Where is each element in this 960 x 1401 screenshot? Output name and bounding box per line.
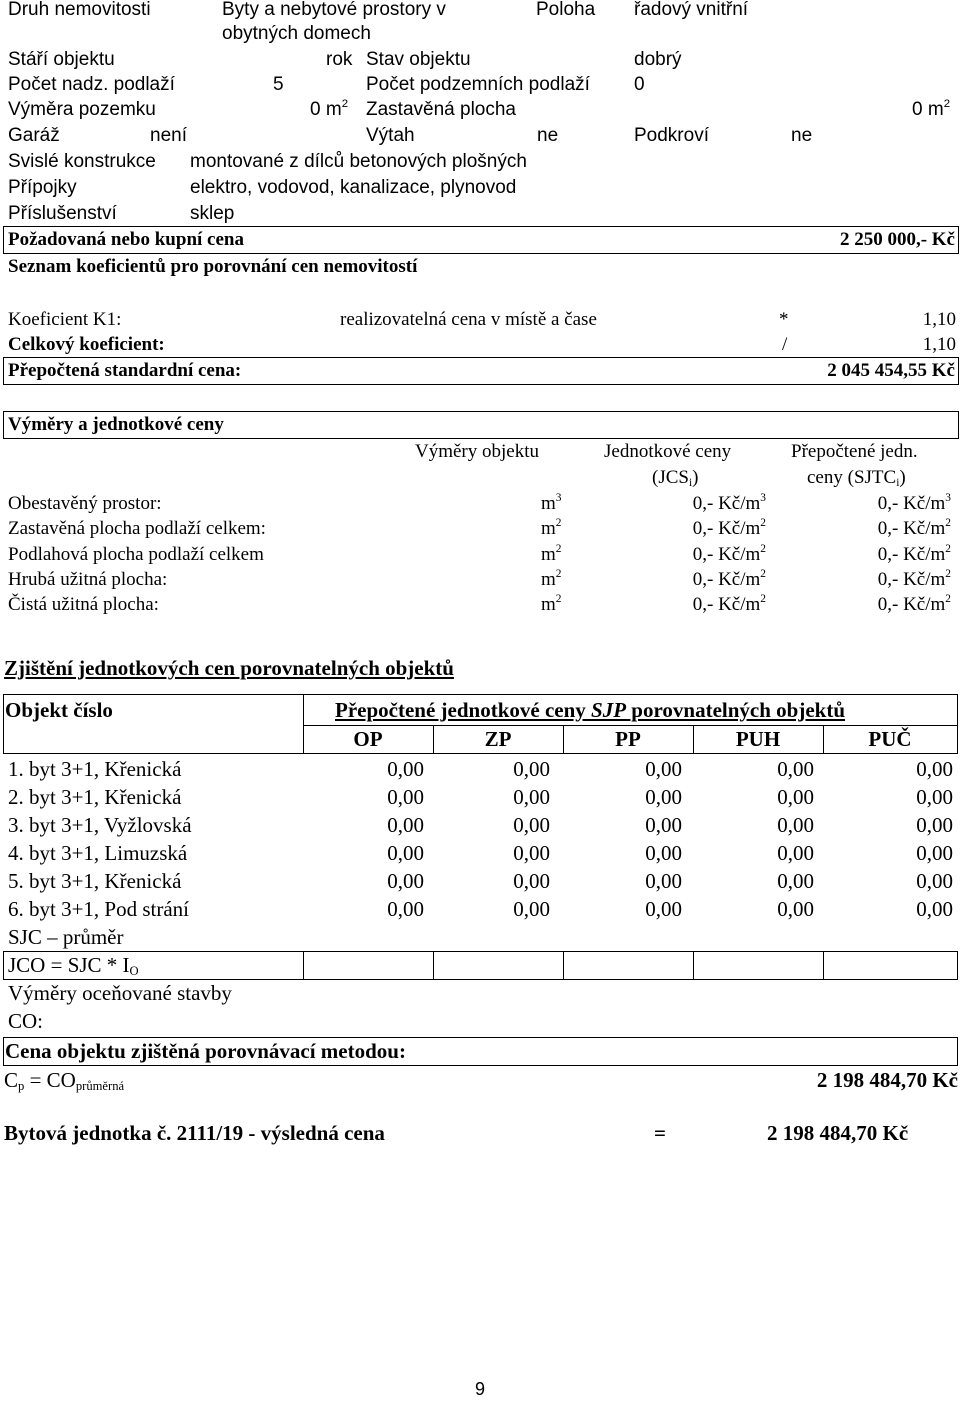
measured-areas-label: Výměry oceňované stavby	[8, 981, 232, 1005]
age-unit: rok	[326, 49, 353, 70]
areas-row-jcs: 0,- $Kč/m^2$	[692, 593, 766, 615]
comparison-cell: 0,00	[387, 841, 424, 865]
comparison-col-op: OP	[353, 727, 383, 751]
areas-row-sjtc: 0,- $Kč/m^2$	[877, 543, 951, 565]
areas-row-label: Čistá užitná plocha:	[8, 594, 159, 615]
connections-label: Přípojky	[8, 177, 77, 198]
jco-label: JCO = SJC * $I_O$	[8, 953, 139, 979]
comparison-cell: 0,00	[513, 813, 550, 837]
method-row-right-border	[957, 1037, 958, 1066]
areas-row-jcs: 0,- $Kč/m^3$	[692, 492, 766, 514]
land-value: 0 $m^2$	[310, 98, 349, 120]
attic-value: ne	[791, 125, 813, 146]
underground-label: Počet podzemních podlaží	[366, 74, 590, 95]
comparison-cell: 0,00	[387, 785, 424, 809]
method-row-left-border	[3, 1037, 4, 1066]
comparison-cell: 0,00	[513, 757, 550, 781]
areas-row-sjtc: 0,- $Kč/m^2$	[877, 593, 951, 615]
areas-row-sjtc: 0,- $Kč/m^3$	[877, 492, 951, 514]
accessories-value: sklep	[190, 203, 235, 224]
areas-row-jcs: 0,- $Kč/m^2$	[692, 568, 766, 590]
comparison-cell: 0,00	[916, 785, 953, 809]
land-label: Výměra pozemku	[8, 99, 156, 120]
comparison-row-name: 2. byt 3+1, Křenická	[8, 785, 182, 809]
comparison-table-top-border	[3, 694, 958, 695]
comparison-row-name: 4. byt 3+1, Limuzská	[8, 841, 188, 865]
areas-row-sjtc: 0,- $Kč/m^2$	[877, 568, 951, 590]
condition-value: dobrý	[634, 49, 682, 70]
lift-label: Výtah	[366, 125, 415, 146]
sjc-average-label: SJC – průměr	[8, 925, 124, 949]
garage-label: Garáž	[8, 125, 60, 146]
areas-col-jcs-line2: $(JCS_i)$	[652, 467, 699, 489]
built-label: Zastavěná plocha	[366, 99, 516, 120]
comparison-cell: 0,00	[777, 841, 814, 865]
areas-title: Výměry a jednotkové ceny	[8, 414, 224, 435]
standard-price-label: Přepočtená standardní cena:	[8, 360, 242, 381]
jco-col-divider	[563, 951, 564, 980]
built-value: 0 $m^2$	[912, 98, 951, 120]
comparison-cell: 0,00	[387, 897, 424, 921]
page-number: 9	[475, 1379, 486, 1399]
comparison-cell: 0,00	[387, 757, 424, 781]
comparison-cell: 0,00	[916, 897, 953, 921]
comparison-cell: 0,00	[387, 869, 424, 893]
areas-row-unit: $m^3$	[541, 492, 562, 514]
structure-label: Svislé konstrukce	[8, 151, 156, 172]
comparison-cell: 0,00	[777, 869, 814, 893]
comparison-cell: 0,00	[777, 897, 814, 921]
comparison-cell: 0,00	[916, 869, 953, 893]
structure-value: montované z dílců betonových plošných	[190, 151, 527, 172]
total-coef-operator: /	[782, 334, 788, 355]
comparison-row-name: 1. byt 3+1, Křenická	[8, 757, 182, 781]
comparison-cell: 0,00	[513, 785, 550, 809]
areas-row-sjtc: 0,- $Kč/m^2$	[877, 517, 951, 539]
comparison-row-name: 3. byt 3+1, Vyžlovská	[8, 813, 192, 837]
comparison-col-pp: PP	[615, 727, 641, 751]
total-coef-value: 1,10	[922, 334, 956, 355]
comparison-col-puc: PUČ	[868, 727, 912, 751]
garage-value: není	[150, 125, 187, 146]
comparison-table-left-border	[3, 694, 4, 754]
floors-value: 5	[273, 74, 284, 95]
comparison-cell: 0,00	[777, 757, 814, 781]
k1-operator: *	[779, 309, 789, 330]
attic-label: Podkroví	[634, 125, 709, 146]
areas-row-label: Hrubá užitná plocha:	[8, 569, 168, 590]
comparison-title: Zjištění jednotkových cen porovnatelných objektů	[4, 656, 454, 680]
comparison-cell: 0,00	[645, 841, 682, 865]
comparison-cell: 0,00	[916, 813, 953, 837]
comparison-cell: 0,00	[513, 897, 550, 921]
jco-row-right-border	[957, 951, 958, 980]
condition-label: Stav objektu	[366, 49, 471, 70]
comparison-cell: 0,00	[645, 785, 682, 809]
method-row-top-border	[3, 1037, 958, 1038]
comparison-col-puh: PUH	[735, 727, 781, 751]
areas-col-jcs-line1: Jednotkové ceny	[604, 441, 732, 462]
underground-value: 0	[634, 74, 645, 95]
areas-row-label: Podlahová plocha podlaží celkem	[8, 544, 264, 565]
jco-row-top-border	[3, 951, 958, 952]
jco-row-bottom-border	[3, 979, 958, 980]
requested-price-value: 2 250 000,- Kč	[839, 229, 955, 250]
comparison-col-zp: ZP	[484, 727, 512, 751]
k1-value: 1,10	[922, 309, 956, 330]
standard-price-value: 2 045 454,55 Kč	[827, 360, 955, 381]
location-label: Poloha	[536, 0, 596, 20]
areas-col-sjtc-line2: ceny $(SJTC_i)$	[807, 467, 906, 489]
comparison-object-header: Objekt číslo	[5, 698, 113, 722]
comparison-cell: 0,00	[513, 841, 550, 865]
comparison-cell: 0,00	[645, 813, 682, 837]
result-value: 2 198 484,70 Kč	[767, 1121, 909, 1145]
areas-row-jcs: 0,- $Kč/m^2$	[692, 517, 766, 539]
comparison-cell: 0,00	[387, 813, 424, 837]
comparison-cell: 0,00	[777, 813, 814, 837]
method-price-label: Cena objektu zjištěná porovnávací metodou:	[5, 1039, 406, 1063]
type-value-line2: obytných domech	[222, 23, 371, 44]
lift-value: ne	[537, 125, 559, 146]
comparison-table-right-border	[957, 694, 958, 754]
result-equals: =	[654, 1121, 666, 1145]
jco-col-divider	[693, 951, 694, 980]
comparison-cell: 0,00	[645, 897, 682, 921]
comparison-cell: 0,00	[645, 757, 682, 781]
comparison-row-name: 5. byt 3+1, Křenická	[8, 869, 182, 893]
type-label: Druh nemovitosti	[8, 0, 151, 20]
jco-col-divider	[303, 951, 304, 980]
co-label: CO:	[8, 1009, 44, 1033]
age-label: Stáří objektu	[8, 49, 115, 70]
areas-row-jcs: 0,- $Kč/m^2$	[692, 543, 766, 565]
areas-row-unit: $m^2$	[541, 593, 562, 615]
areas-row-unit: $m^2$	[541, 517, 562, 539]
jco-col-divider	[433, 951, 434, 980]
areas-row-unit: $m^2$	[541, 543, 562, 565]
cp-value: 2 198 484,70 Kč	[816, 1068, 958, 1092]
location-value: řadový vnitřní	[634, 0, 749, 20]
comparison-header-divider	[303, 725, 958, 726]
floors-label: Počet nadz. podlaží	[8, 74, 175, 95]
type-value-line1: Byty a nebytové prostory v	[222, 0, 446, 20]
accessories-label: Příslušenství	[8, 203, 117, 224]
comparison-cell: 0,00	[916, 757, 953, 781]
areas-row-unit: $m^2$	[541, 568, 562, 590]
jco-row-left-border	[3, 951, 4, 980]
total-coef-label: Celkový koeficient:	[8, 334, 165, 355]
k1-label: Koeficient K1:	[8, 309, 122, 330]
result-label: Bytová jednotka č. 2111/19 - výsledná cena	[4, 1121, 385, 1145]
areas-row-label: Obestavěný prostor:	[8, 493, 162, 514]
connections-value: elektro, vodovod, kanalizace, plynovod	[190, 177, 517, 198]
comparison-group-header: Přepočtené jednotkové ceny SJP porovnatelných objektů	[335, 698, 846, 722]
method-row-bottom-border	[3, 1065, 958, 1066]
comparison-header-bottom-border	[3, 753, 958, 754]
requested-price-label: Požadovaná nebo kupní cena	[8, 229, 244, 250]
comparison-cell: 0,00	[916, 841, 953, 865]
comparison-cell: 0,00	[777, 785, 814, 809]
jco-col-divider	[823, 951, 824, 980]
areas-col-sjtc-line1: Přepočtené jedn.	[791, 441, 918, 462]
comparison-cell: 0,00	[645, 869, 682, 893]
comparison-cell: 0,00	[513, 869, 550, 893]
areas-col-measures: Výměry objektu	[415, 441, 540, 462]
k1-description: realizovatelná cena v místě a čase	[340, 309, 597, 330]
cp-formula: $C_p = CO_{průměrná}$	[4, 1068, 125, 1094]
coef-list-title: Seznam koeficientů pro porovnání cen nemovitostí	[8, 256, 418, 277]
comparison-row-name: 6. byt 3+1, Pod strání	[8, 897, 190, 921]
areas-row-label: Zastavěná plocha podlaží celkem:	[8, 518, 266, 539]
